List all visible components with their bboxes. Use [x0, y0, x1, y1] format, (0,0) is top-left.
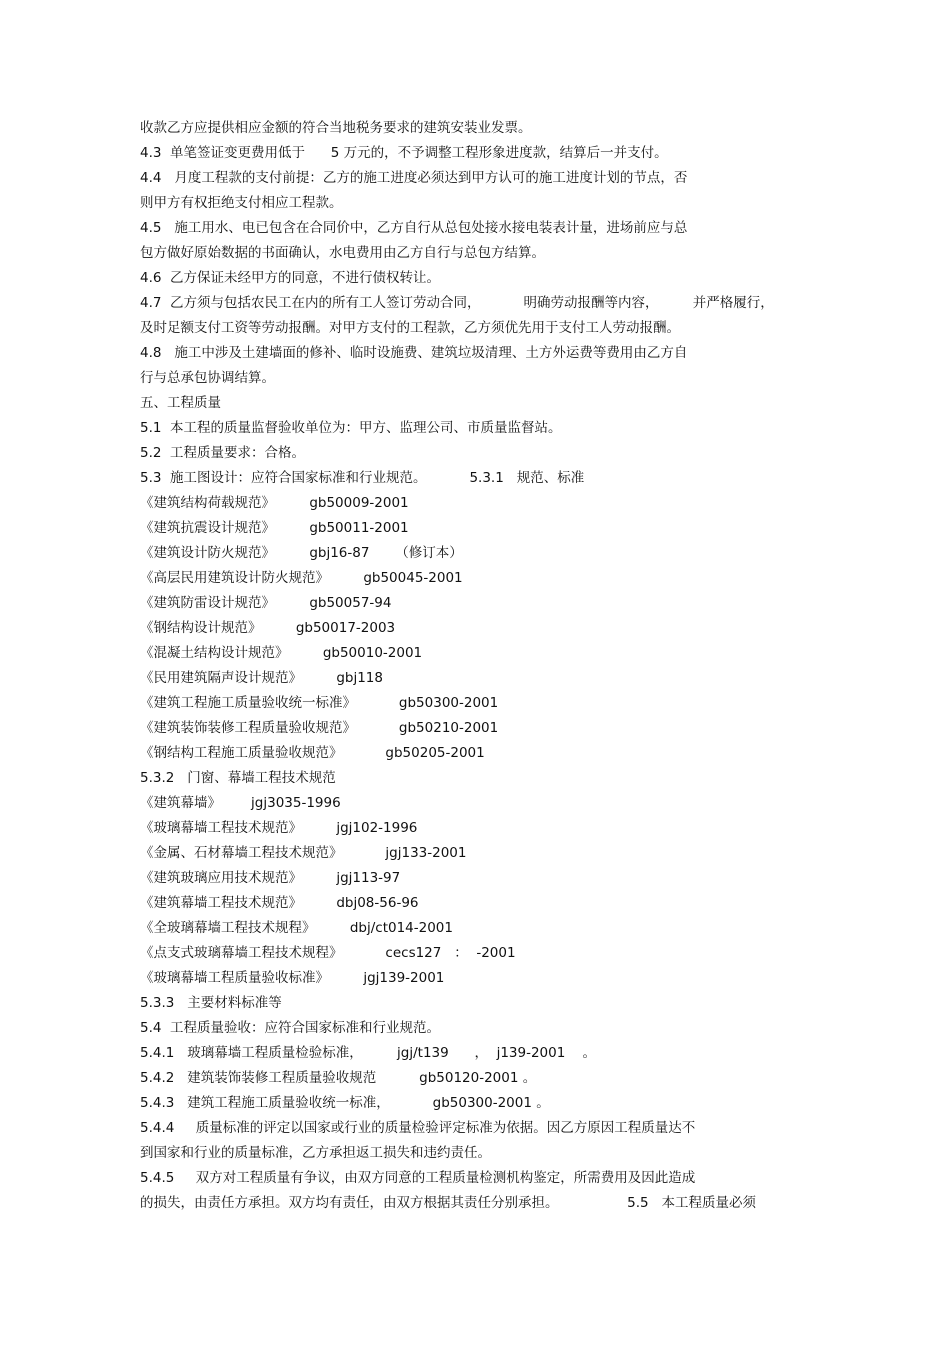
standard-line: 《玻璃幕墙工程质量验收标准》 jgj139-2001	[140, 970, 445, 986]
text-line: 5.3.2 门窗、幕墙工程技术规范	[140, 770, 336, 786]
text-line: 及时足额支付工资等劳动报酬。对甲方支付的工程款，乙方须优先用于支付工人劳动报酬。	[140, 320, 680, 336]
text-line: 5.4.3 建筑工程施工质量验收统一标准， gb50300-2001 。	[140, 1095, 550, 1111]
standard-line: 《民用建筑隔声设计规范》 gbj118	[140, 670, 383, 686]
text-line: 5.4.1 玻璃幕墙工程质量检验标准， jgj/t139 ， j139-2001 。	[140, 1045, 596, 1061]
text-line: 行与总承包协调结算。	[140, 370, 275, 386]
text-line: 包方做好原始数据的书面确认，水电费用由乙方自行与总包方结算。	[140, 245, 545, 261]
text-line: 4.4 月度工程款的支付前提：乙方的施工进度必须达到甲方认可的施工进度计划的节点，否	[140, 170, 688, 186]
text-line: 4.6 乙方保证未经甲方的同意，不进行债权转让。	[140, 270, 441, 286]
text-line: 5.4.4 质量标准的评定以国家或行业的质量检验评定标准为依据。因乙方原因工程质量达不	[140, 1120, 696, 1136]
standard-line: 《建筑幕墙工程技术规范》 dbj08-56-96	[140, 895, 419, 911]
standard-line: 《钢结构工程施工质量验收规范》 gb50205-2001	[140, 745, 485, 761]
standard-line: 《建筑幕墙》 jgj3035-1996	[140, 795, 341, 811]
text-line: 的损失，由责任方承担。双方均有责任，由双方根据其责任分别承担。 5.5 本工程质量必须	[140, 1195, 757, 1211]
text-line: 到国家和行业的质量标准，乙方承担返工损失和违约责任。	[140, 1145, 491, 1161]
text-line: 5.3.3 主要材料标准等	[140, 995, 282, 1011]
text-line: 4.3 单笔签证变更费用低于 5 万元的，不予调整工程形象进度款，结算后一并支付。	[140, 145, 668, 161]
text-line: 4.5 施工用水、电已包含在合同价中，乙方自行从总包处接水接电装表计量，进场前应与总	[140, 220, 688, 236]
standard-line: 《建筑玻璃应用技术规范》 jgj113-97	[140, 870, 401, 886]
text-line: 5.4 工程质量验收：应符合国家标准和行业规范。	[140, 1020, 441, 1036]
text-line: 5.4.2 建筑装饰装修工程质量验收规范 gb50120-2001 。	[140, 1070, 537, 1086]
standard-line: 《钢结构设计规范》 gb50017-2003	[140, 620, 396, 636]
standard-line: 《建筑装饰装修工程质量验收规范》 gb50210-2001	[140, 720, 499, 736]
text-line: 4.8 施工中涉及土建墙面的修补、临时设施费、建筑垃圾清理、土方外运费等费用由乙方自	[140, 345, 688, 361]
text-line: 5.2 工程质量要求：合格。	[140, 445, 306, 461]
text-line: 5.1 本工程的质量监督验收单位为：甲方、监理公司、市质量监督站。	[140, 420, 562, 436]
standard-line: 《金属、石材幕墙工程技术规范》 jgj133-2001	[140, 845, 467, 861]
standard-line: 《混凝土结构设计规范》 gb50010-2001	[140, 645, 423, 661]
standard-line: 《建筑工程施工质量验收统一标准》 gb50300-2001	[140, 695, 499, 711]
standard-line: 《全玻璃幕墙工程技术规程》 dbj/ct014-2001	[140, 920, 453, 936]
text-line: 则甲方有权拒绝支付相应工程款。	[140, 195, 343, 211]
standard-line: 《建筑结构荷载规范》 gb50009-2001	[140, 495, 409, 511]
standard-line: 《高层民用建筑设计防火规范》 gb50045-2001	[140, 570, 463, 586]
standard-line: 《建筑防雷设计规范》 gb50057-94	[140, 595, 392, 611]
text-line: 5.3 施工图设计：应符合国家标准和行业规范。 5.3.1 规范、标准	[140, 470, 585, 486]
standard-line: 《点支式玻璃幕墙工程技术规程》 cecs127 ： -2001	[140, 945, 516, 961]
standard-line: 《玻璃幕墙工程技术规范》 jgj102-1996	[140, 820, 418, 836]
text-line: 收款乙方应提供相应金额的符合当地税务要求的建筑安装业发票。	[140, 120, 532, 136]
text-line: 5.4.5 双方对工程质量有争议，由双方同意的工程质量检测机构鉴定，所需费用及因此造成	[140, 1170, 696, 1186]
standard-line: 《建筑设计防火规范》 gbj16-87 （修订本）	[140, 545, 463, 561]
standard-line: 《建筑抗震设计规范》 gb50011-2001	[140, 520, 409, 536]
section-heading: 五、工程质量	[140, 395, 221, 411]
text-line: 4.7 乙方须与包括农民工在内的所有工人签订劳动合同， 明确劳动报酬等内容， 并严格履行，	[140, 295, 774, 311]
